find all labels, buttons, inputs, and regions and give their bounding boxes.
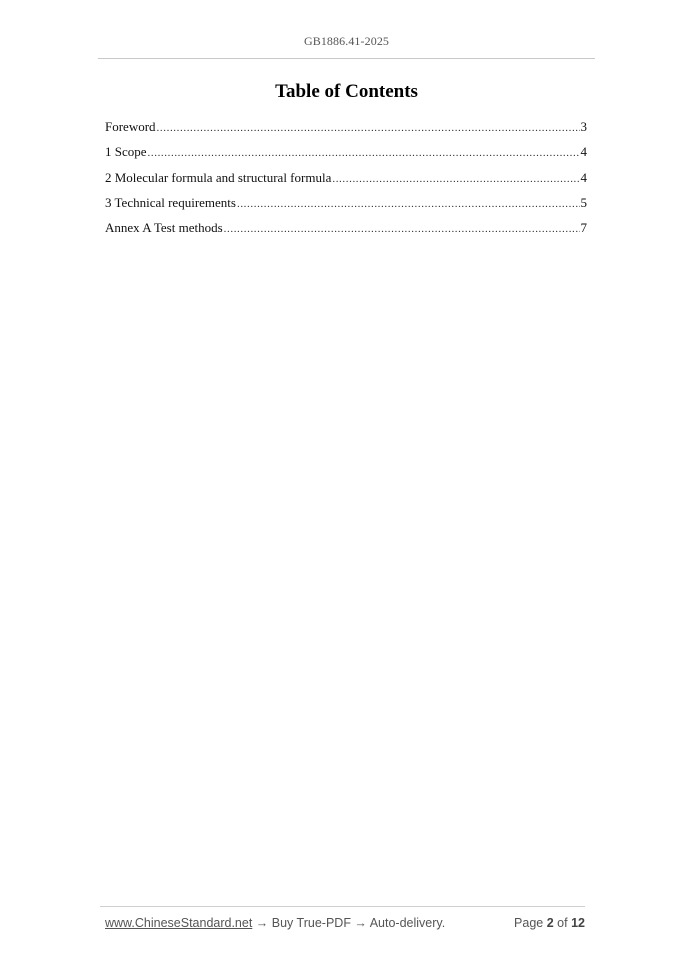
toc-entry-molecular-formula[interactable] — [105, 169, 587, 194]
page-label: Page — [514, 916, 544, 930]
site-link[interactable]: www.ChineseStandard.net — [105, 916, 253, 930]
of-label: of — [557, 916, 568, 930]
toc-entry-page: 4 — [580, 169, 587, 185]
toc-entry-annex-a[interactable] — [105, 219, 587, 244]
buy-text: Buy True-PDF — [271, 916, 351, 930]
arrow-icon: → — [252, 916, 272, 930]
total-pages: 12 — [571, 916, 585, 930]
toc-entry-label: 1 Scope — [105, 144, 147, 160]
footer-divider — [100, 906, 585, 907]
toc-entry-page: 3 — [580, 119, 587, 134]
toc-heading: Table of Contents — [275, 81, 418, 102]
header-divider — [98, 58, 595, 59]
dot-leader — [157, 119, 580, 137]
dot-leader — [224, 220, 580, 238]
page-number — [514, 916, 585, 930]
toc-entry-page: 7 — [580, 220, 587, 236]
toc-entry-page: 4 — [580, 144, 587, 160]
page-footer — [105, 916, 585, 930]
toc-entry-label: 3 Technical requirements — [105, 194, 236, 210]
toc-entry-label: 2 Molecular formula and structural formula — [105, 169, 332, 185]
toc-entry-technical-requirements[interactable] — [105, 194, 587, 219]
arrow-icon: → — [350, 916, 370, 930]
footer-promo — [105, 916, 445, 930]
dot-leader — [332, 170, 579, 188]
document-id-header: GB1886.41-2025 — [303, 34, 390, 48]
dot-leader — [148, 144, 580, 162]
toc-entry-label: Annex A Test methods — [105, 220, 223, 236]
table-of-contents — [105, 118, 587, 244]
dot-leader — [237, 195, 580, 213]
current-page: 2 — [546, 916, 554, 930]
toc-entry-foreword[interactable] — [105, 118, 587, 143]
toc-entry-label: Foreword — [105, 119, 156, 134]
delivery-text: Auto-delivery. — [369, 916, 446, 930]
toc-entry-scope[interactable] — [105, 143, 587, 168]
toc-entry-page: 5 — [580, 194, 587, 210]
